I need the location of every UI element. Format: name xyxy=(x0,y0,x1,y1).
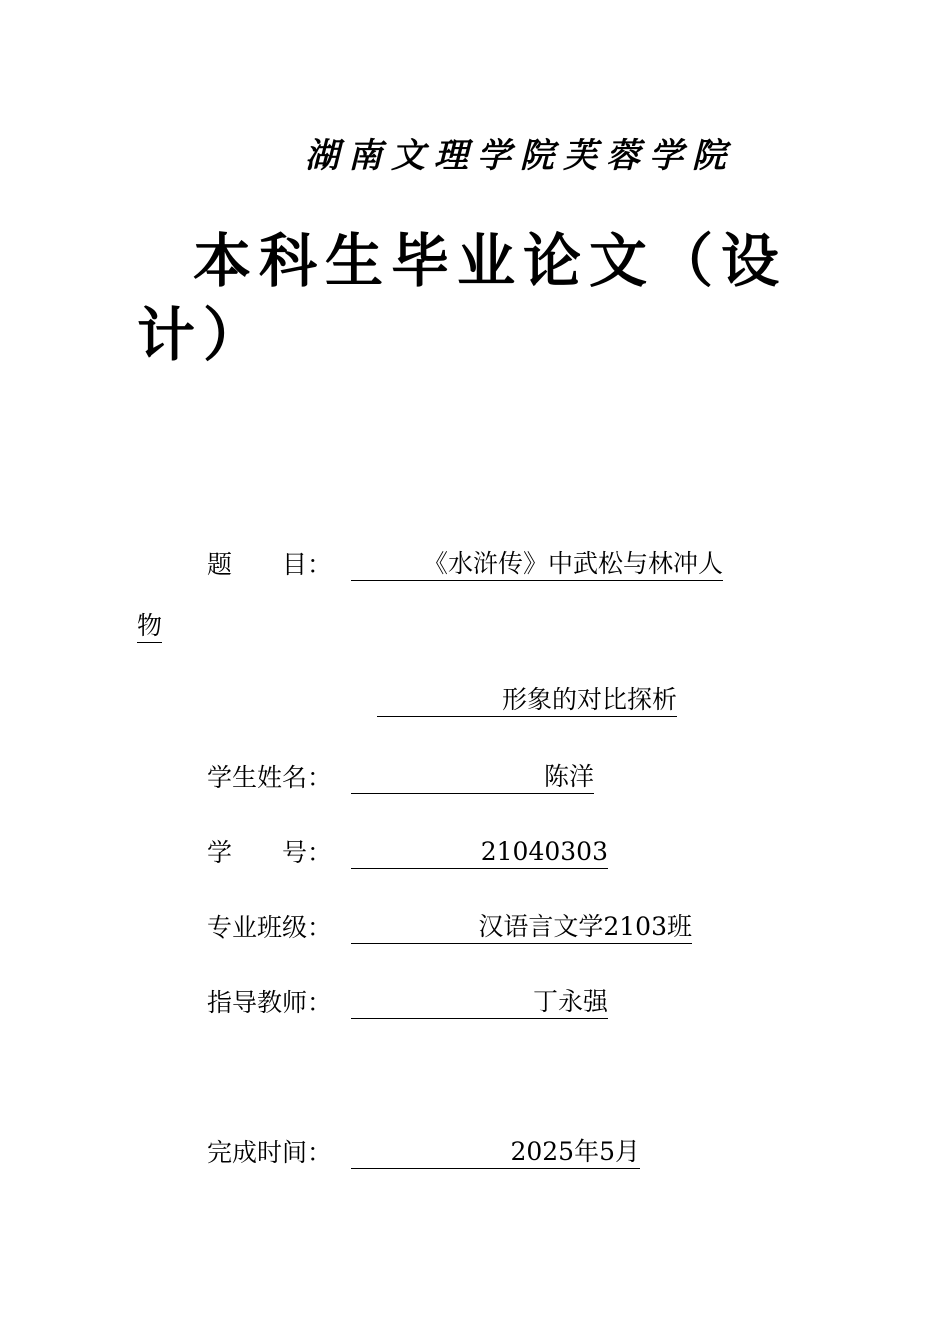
topic-value-wrap: 物 xyxy=(137,610,162,643)
thesis-type-title-line1: 本科生毕业论文（设 xyxy=(193,227,788,295)
advisor-label: 指导教师： xyxy=(207,988,333,1017)
completion-date-value: 2025年5月 xyxy=(351,1136,640,1169)
thesis-type-title-line2: 计） xyxy=(137,301,270,369)
student-name-label: 学生姓名： xyxy=(207,763,333,792)
student-name-value: 陈洋 xyxy=(351,761,594,794)
major-class-label: 专业班级： xyxy=(207,913,333,942)
advisor-value: 丁永强 xyxy=(351,986,608,1019)
student-id-label: 学 号： xyxy=(207,838,333,867)
topic-value-line2: 形象的对比探析 xyxy=(377,684,677,717)
completion-date-label: 完成时间： xyxy=(207,1138,333,1167)
major-class-value: 汉语言文学2103班 xyxy=(351,911,692,944)
topic-value-line1: 《水浒传》中武松与林冲人 xyxy=(351,548,723,581)
university-name: 湖南文理学院芙蓉学院 xyxy=(305,136,735,176)
student-id-value: 21040303 xyxy=(351,836,608,869)
topic-label: 题 目： xyxy=(207,550,333,579)
